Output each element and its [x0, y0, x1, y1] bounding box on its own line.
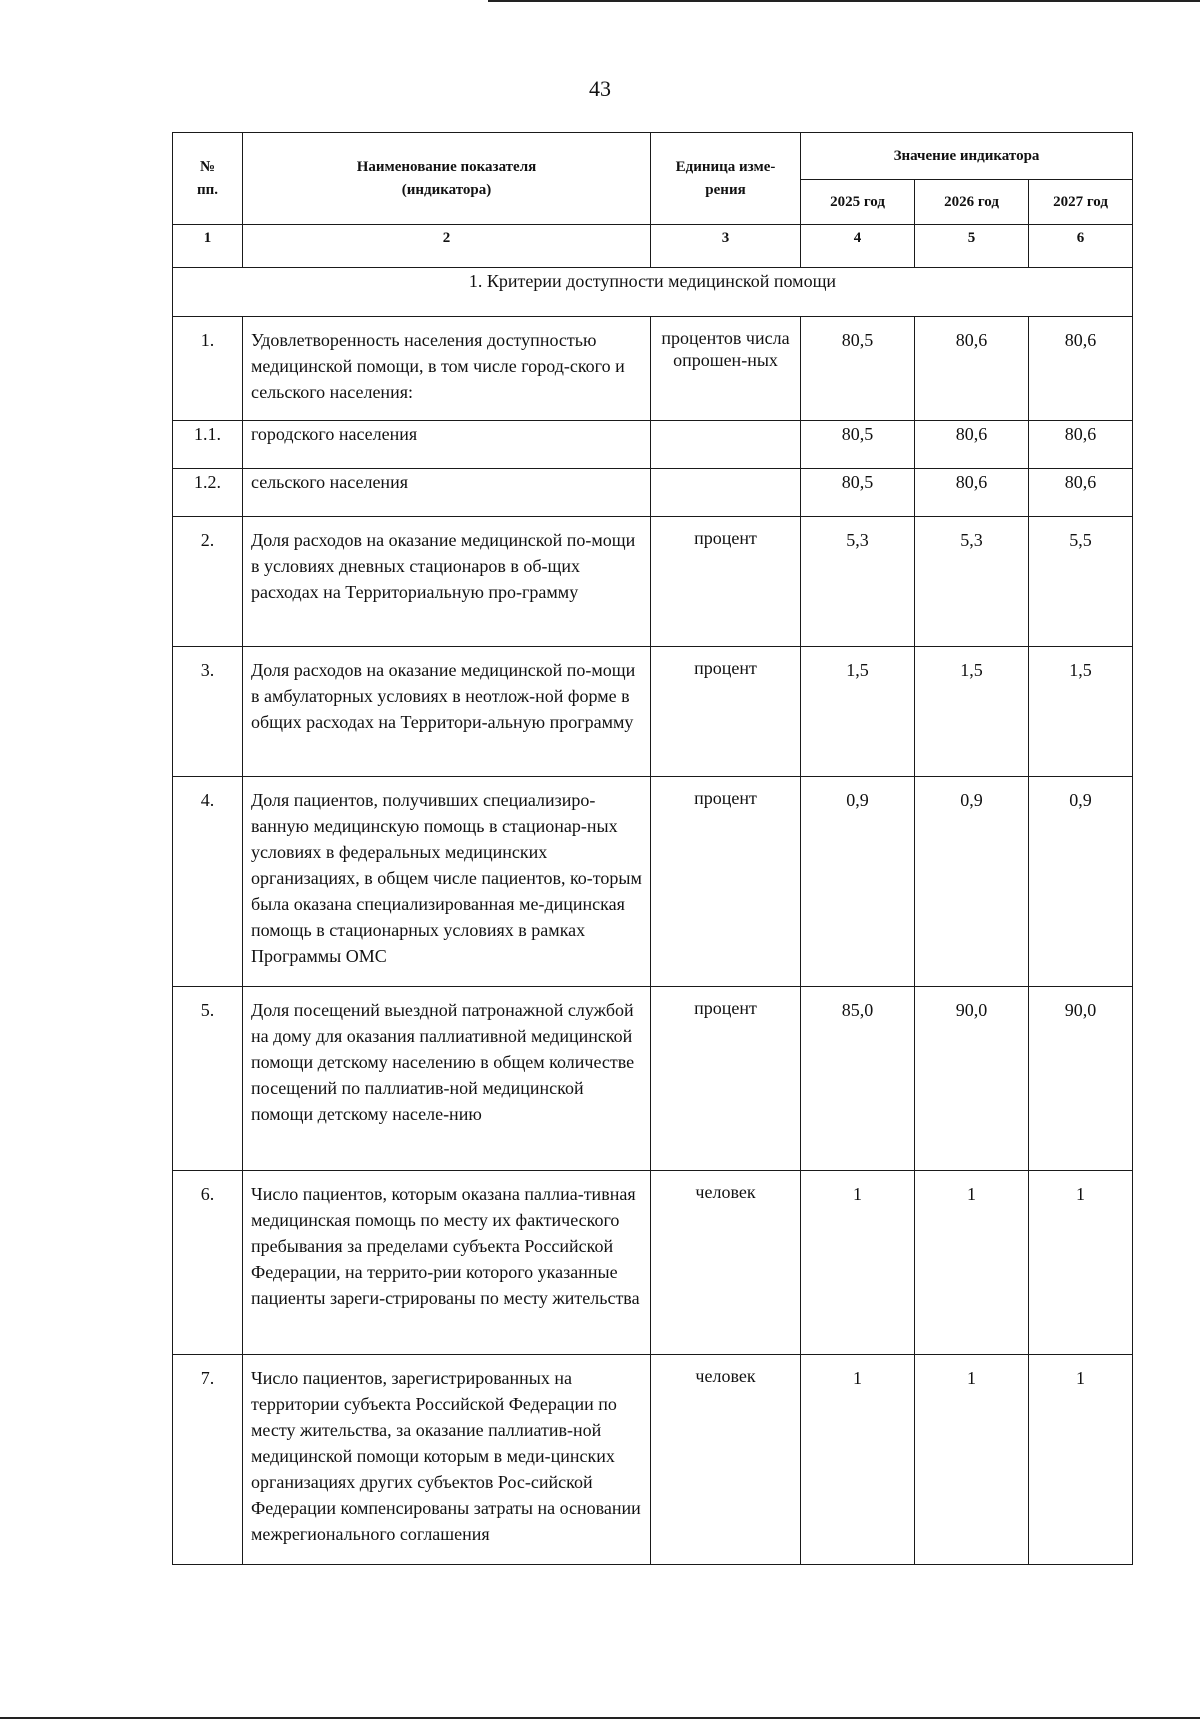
row-unit — [651, 421, 801, 469]
table-row — [173, 987, 1133, 1171]
row-name: городского населения — [243, 421, 651, 469]
table-row — [173, 777, 1133, 987]
row-name: Доля расходов на оказание медицинской по-мощи в условиях дневных стационаров в об-щих расходах на Территориальную про-грамму — [243, 517, 651, 647]
header-num-text: № пп. — [196, 158, 219, 198]
header-value-group — [801, 133, 1133, 180]
row-unit — [651, 469, 801, 517]
row-name: сельского населения — [243, 469, 651, 517]
row-value-2026: 1 — [915, 1355, 1029, 1565]
row-name: Число пациентов, зарегистрированных на территории субъекта Российской Федерации по месту жительства, за оказание паллиатив-ной медицинской помощи которым в меди-цинских организациях других субъектов Рос-сийской Федерации компенсированы затраты на основании межрегионального соглашения — [243, 1355, 651, 1565]
row-num: 2. — [173, 517, 243, 647]
column-index-4: 4 — [801, 225, 915, 268]
row-name: Удовлетворенность населения доступностью медицинской помощи, в том числе город-ского и сельского населения: — [243, 317, 651, 421]
table-row — [173, 517, 1133, 647]
row-value-2025: 5,3 — [801, 517, 915, 647]
row-unit: процентов числа опрошен-ных — [651, 317, 801, 421]
column-index-3: 3 — [651, 225, 801, 268]
row-value-2026: 1 — [915, 1171, 1029, 1355]
header-year-2027: 2027 год — [1029, 180, 1133, 225]
row-value-2025: 1 — [801, 1355, 915, 1565]
top-edge-rule — [488, 0, 1200, 2]
row-value-2025: 80,5 — [801, 317, 915, 421]
header-value-group-text: Значение индикатора — [893, 147, 1040, 164]
row-value-2026: 1,5 — [915, 647, 1029, 777]
row-name: Доля посещений выездной патронажной службой на дому для оказания паллиативной медицинской помощи детскому населению в общем количестве посещений по паллиатив-ной медицинской помощи детскому населе-нию — [243, 987, 651, 1171]
row-value-2025: 80,5 — [801, 469, 915, 517]
row-num: 1.1. — [173, 421, 243, 469]
row-value-2027: 80,6 — [1029, 469, 1133, 517]
row-value-2027: 0,9 — [1029, 777, 1133, 987]
row-value-2025: 85,0 — [801, 987, 915, 1171]
table-row — [173, 421, 1133, 469]
bottom-edge-rule — [0, 1717, 1200, 1719]
table-row — [173, 469, 1133, 517]
row-num: 5. — [173, 987, 243, 1171]
row-value-2027: 90,0 — [1029, 987, 1133, 1171]
row-value-2026: 90,0 — [915, 987, 1029, 1171]
row-value-2025: 0,9 — [801, 777, 915, 987]
row-value-2025: 80,5 — [801, 421, 915, 469]
row-value-2027: 80,6 — [1029, 317, 1133, 421]
column-index-1: 1 — [173, 225, 243, 268]
column-index-6: 6 — [1029, 225, 1133, 268]
table-row — [173, 647, 1133, 777]
page-number: 43 — [589, 76, 611, 101]
row-value-2026: 0,9 — [915, 777, 1029, 987]
column-index-2: 2 — [243, 225, 651, 268]
header-num — [173, 133, 243, 225]
row-num: 7. — [173, 1355, 243, 1565]
row-value-2025: 1 — [801, 1171, 915, 1355]
row-value-2026: 80,6 — [915, 317, 1029, 421]
row-unit: процент — [651, 647, 801, 777]
header-unit-text: Единица изме- рения — [675, 158, 776, 198]
row-value-2027: 1,5 — [1029, 647, 1133, 777]
table-row — [173, 1355, 1133, 1565]
row-num: 4. — [173, 777, 243, 987]
header-unit — [651, 133, 801, 225]
header-year-2026: 2026 год — [915, 180, 1029, 225]
row-value-2026: 80,6 — [915, 469, 1029, 517]
row-value-2027: 80,6 — [1029, 421, 1133, 469]
header-name-text: Наименование показателя (индикатора) — [356, 158, 537, 198]
row-num: 3. — [173, 647, 243, 777]
row-name: Доля расходов на оказание медицинской по-мощи в амбулаторных условиях в неотлож-ной форме в общих расходах на Территори-альную программу — [243, 647, 651, 777]
row-unit: человек — [651, 1355, 801, 1565]
table-row — [173, 1171, 1133, 1355]
section-title: 1. Критерии доступности медицинской помощи — [173, 268, 1133, 317]
row-value-2025: 1,5 — [801, 647, 915, 777]
row-value-2027: 5,5 — [1029, 517, 1133, 647]
column-index-5: 5 — [915, 225, 1029, 268]
row-unit: человек — [651, 1171, 801, 1355]
header-name — [243, 133, 651, 225]
row-value-2027: 1 — [1029, 1355, 1133, 1565]
row-num: 6. — [173, 1171, 243, 1355]
row-value-2026: 80,6 — [915, 421, 1029, 469]
row-value-2026: 5,3 — [915, 517, 1029, 647]
row-num: 1.2. — [173, 469, 243, 517]
table-row — [173, 317, 1133, 421]
row-name: Число пациентов, которым оказана паллиа-тивная медицинская помощь по месту их фактического пребывания за пределами субъекта Российской Федерации, на террито-рии которого указанные пациенты зареги-стрированы по месту жительства — [243, 1171, 651, 1355]
row-unit: процент — [651, 517, 801, 647]
indicators-table — [172, 132, 1133, 1565]
row-value-2027: 1 — [1029, 1171, 1133, 1355]
row-unit: процент — [651, 777, 801, 987]
row-num: 1. — [173, 317, 243, 421]
header-year-2025: 2025 год — [801, 180, 915, 225]
row-unit: процент — [651, 987, 801, 1171]
row-name: Доля пациентов, получивших специализиро-ванную медицинскую помощь в стационар-ных условиях в федеральных медицинских организациях, в общем числе пациентов, ко-торым была оказана специализированная ме-дицинская помощь в стационарных условиях в рамках Программы ОМС — [243, 777, 651, 987]
